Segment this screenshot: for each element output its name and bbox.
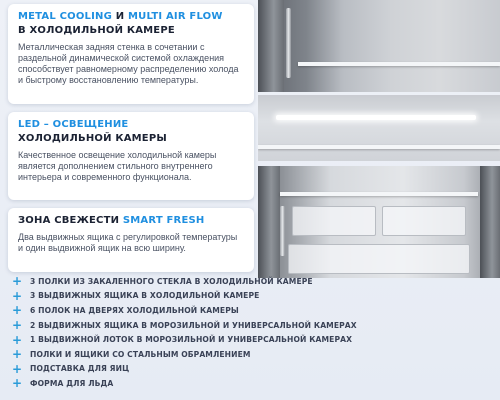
list-item — [12, 318, 492, 333]
title-plain: ЗОНА СВЕЖЕСТИ — [18, 215, 123, 226]
list-item — [12, 376, 492, 391]
title-line: В ХОЛОДИЛЬНОЙ КАМЕРЕ — [18, 25, 175, 36]
list-item-label: 2 ВЫДВИЖНЫХ ЯЩИКА В МОРОЗИЛЬНОЙ И УНИВЕРСАЛЬНОЙ КАМЕРАХ — [30, 320, 357, 330]
title-accent: LED – ОСВЕЩЕНИЕ — [18, 119, 129, 130]
plus-icon: + — [12, 332, 23, 347]
list-item-label: ПОДСТАВКА ДЛЯ ЯИЦ — [30, 364, 130, 374]
list-item — [12, 274, 492, 289]
card-title — [18, 10, 244, 38]
card-description: Металлическая задняя стенка в сочетании с раздельной динамической системой охлаждения способствует равномерному распределению холода и быстрому восстановлению температуры. — [18, 42, 239, 85]
card-title — [18, 118, 244, 146]
list-item-label: ПОЛКИ И ЯЩИКИ СО СТАЛЬНЫМ ОБРАМЛЕНИЕМ — [30, 349, 251, 359]
features-list — [12, 274, 492, 391]
feature-card-smart-fresh — [8, 208, 254, 272]
title-accent: MULTI AIR FLOW — [127, 11, 223, 22]
list-item-label: 3 ВЫДВИЖНЫХ ЯЩИКА В ХОЛОДИЛЬНОЙ КАМЕРЕ — [30, 291, 260, 301]
plus-icon: + — [12, 318, 23, 333]
card-description: Качественное освещение холодильной камеры является дополнением стильного внутреннего интерьера и современного функционала. — [18, 150, 217, 182]
fridge-photo-smart-fresh — [258, 166, 500, 278]
list-item — [12, 347, 492, 362]
plus-icon: + — [12, 376, 23, 391]
title-line: ХОЛОДИЛЬНОЙ КАМЕРЫ — [18, 133, 167, 144]
plus-icon: + — [12, 288, 23, 303]
fridge-photo-metal-back — [258, 0, 500, 92]
list-item — [12, 362, 492, 377]
feature-card-led-lighting — [8, 112, 254, 200]
feature-card-metal-cooling — [8, 4, 254, 104]
title-join: И — [112, 11, 128, 22]
list-item-label: 3 ПОЛКИ ИЗ ЗАКАЛЕННОГО СТЕКЛА В ХОЛОДИЛЬНОЙ КАМЕРЕ — [30, 276, 313, 286]
list-item — [12, 303, 492, 318]
card-description: Два выдвижных ящика с регулировкой температуры и один выдвижной ящик на всю ширину. — [18, 232, 238, 253]
list-item-label: ФОРМА ДЛЯ ЛЬДА — [30, 378, 114, 388]
fridge-photo-led-light — [258, 95, 500, 161]
plus-icon: + — [12, 274, 23, 289]
plus-icon: + — [12, 361, 23, 376]
list-item-label: 6 ПОЛОК НА ДВЕРЯХ ХОЛОДИЛЬНОЙ КАМЕРЫ — [30, 305, 239, 315]
title-accent: METAL COOLING — [18, 11, 113, 22]
title-accent: SMART FRESH — [122, 215, 205, 226]
card-title — [18, 214, 244, 228]
list-item — [12, 289, 492, 304]
plus-icon: + — [12, 303, 23, 318]
list-item-label: 1 ВЫДВИЖНОЙ ЛОТОК В МОРОЗИЛЬНОЙ И УНИВЕРСАЛЬНОЙ КАМЕРАХ — [30, 335, 353, 345]
list-item — [12, 332, 492, 347]
plus-icon: + — [12, 347, 23, 362]
